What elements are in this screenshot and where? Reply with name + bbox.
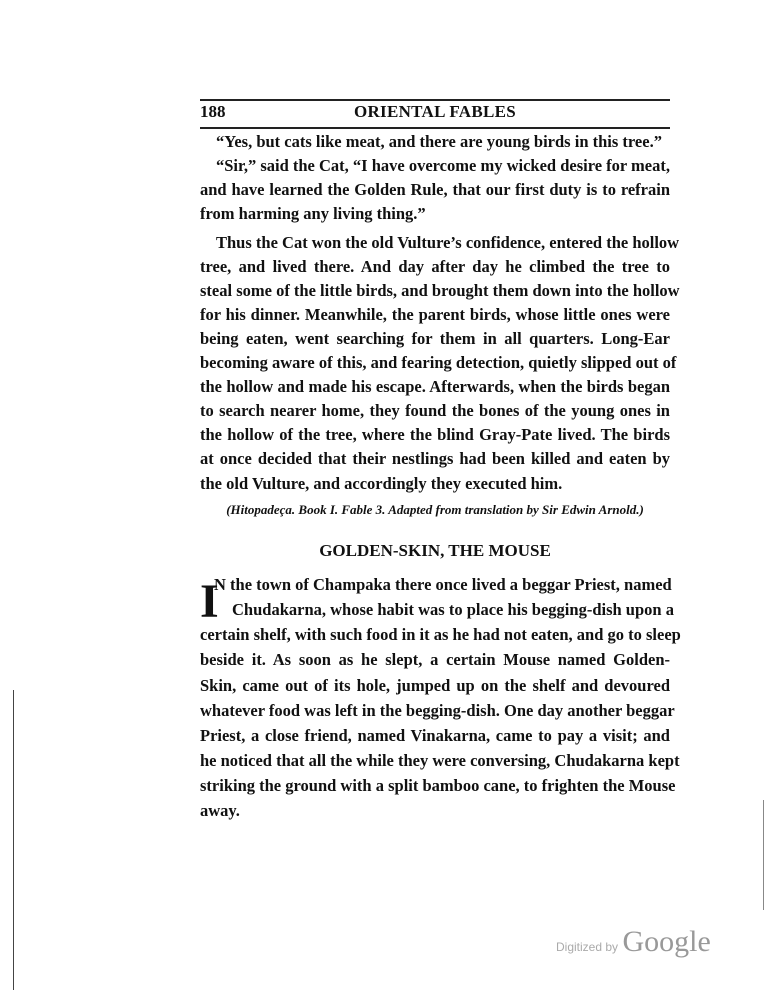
text-line: N the town of Champaka there once lived a beggar Priest, named xyxy=(214,575,672,594)
text-line: away. xyxy=(200,801,240,820)
text-line: beside it. As soon as he slept, a certain Mouse named Golden- xyxy=(200,650,670,669)
digitized-watermark: Digitized by Google xyxy=(556,925,711,958)
text-line: from harming any living thing.” xyxy=(200,204,426,223)
text-line: Skin, came out of its hole, jumped up on the shelf and devoured xyxy=(200,676,670,695)
text-line: steal some of the little birds, and brought them down into the hollow xyxy=(200,281,680,300)
text-line: striking the ground with a split bamboo cane, to frighten the Mouse xyxy=(200,776,676,795)
drop-cap: I xyxy=(200,575,219,628)
text-line: becoming aware of this, and fearing detection, quietly slipped out of xyxy=(200,353,677,372)
text-line: “Yes, but cats like meat, and there are young birds in this tree.” xyxy=(216,132,662,151)
text-line: to search nearer home, they found the bones of the young ones in xyxy=(200,401,670,420)
section-title: GOLDEN-SKIN, THE MOUSE xyxy=(319,541,551,560)
text-line: tree, and lived there. And day after day he climbed the tree to xyxy=(200,257,670,276)
text-line: Thus the Cat won the old Vulture’s confidence, entered the hollow xyxy=(216,233,680,252)
text-line: being eaten, went searching for them in all quarters. Long-Ear xyxy=(200,329,670,348)
scan-edge-left xyxy=(13,690,14,990)
scan-edge-right xyxy=(763,800,764,910)
text-line: Chudakarna, whose habit was to place his begging-dish upon a xyxy=(232,600,674,619)
text-line: certain shelf, with such food in it as he had not eaten, and go to sleep xyxy=(200,625,681,644)
header-bottom-rule xyxy=(200,127,670,129)
text-line: whatever food was left in the begging-dish. One day another beggar xyxy=(200,701,675,720)
text-line: “Sir,” said the Cat, “I have overcome my wicked desire for meat, xyxy=(216,156,670,175)
text-line: the old Vulture, and accordingly they executed him. xyxy=(200,474,563,493)
running-header xyxy=(200,102,670,126)
header-top-rule xyxy=(200,99,670,101)
text-line: for his dinner. Meanwhile, the parent birds, whose little ones were xyxy=(200,305,670,324)
source-citation: (Hitopadeça. Book I. Fable 3. Adapted from translation by Sir Edwin Arnold.) xyxy=(226,502,644,517)
text-line: the hollow and made his escape. Afterwards, when the birds began xyxy=(200,377,670,396)
running-title: ORIENTAL FABLES xyxy=(353,102,517,121)
text-line: he noticed that all the while they were conversing, Chudakarna kept xyxy=(200,751,680,770)
text-line: at once decided that their nestlings had been killed and eaten by xyxy=(200,449,670,468)
text-line: and have learned the Golden Rule, that our first duty is to refrain xyxy=(200,180,670,199)
page-number: 188 xyxy=(200,102,226,121)
text-line: the hollow of the tree, where the blind Gray-Pate lived. The birds xyxy=(200,425,670,444)
text-line: Priest, a close friend, named Vinakarna, came to pay a visit; and xyxy=(200,726,670,745)
